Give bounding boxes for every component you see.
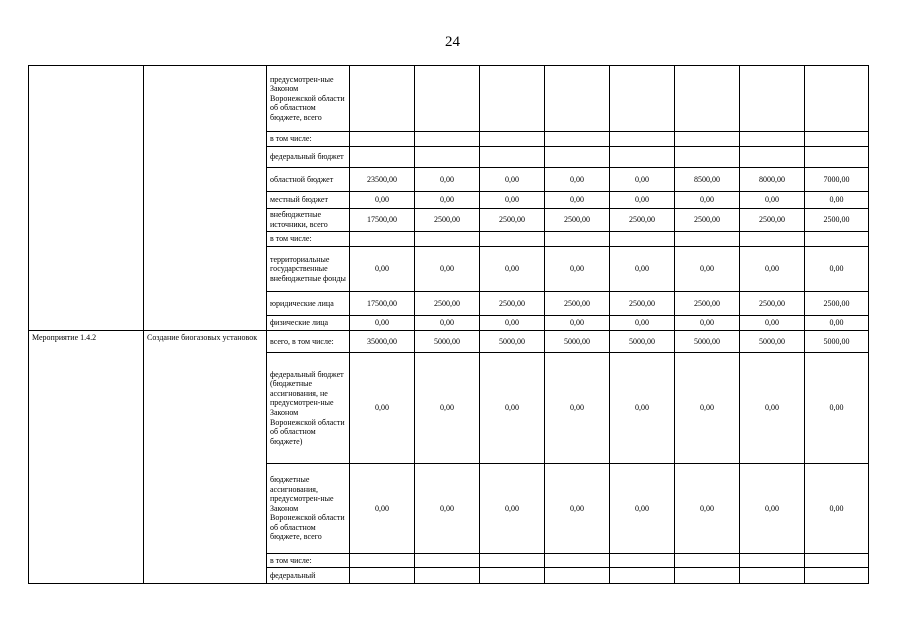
amount-cell: 2500,00: [610, 209, 675, 232]
amount-cell: 0,00: [415, 316, 480, 331]
amount-cell: [675, 568, 740, 584]
funding-source-cell: юридические лица: [267, 292, 350, 316]
amount-cell: 2500,00: [740, 209, 805, 232]
amount-cell: 0,00: [480, 353, 545, 464]
amount-cell: [740, 554, 805, 568]
amount-cell: [740, 132, 805, 147]
activity-name-cell: [29, 66, 144, 331]
amount-cell: 5000,00: [675, 331, 740, 353]
amount-cell: 23500,00: [350, 168, 415, 192]
amount-cell: 0,00: [610, 192, 675, 209]
amount-cell: 0,00: [740, 464, 805, 554]
amount-cell: [480, 554, 545, 568]
amount-cell: 2500,00: [805, 292, 869, 316]
amount-cell: [350, 132, 415, 147]
page-number: 24: [445, 34, 460, 50]
amount-cell: 0,00: [545, 168, 610, 192]
amount-cell: 0,00: [740, 247, 805, 292]
funding-source-cell: территориальные государственные внебюджетные фонды: [267, 247, 350, 292]
amount-cell: [415, 232, 480, 247]
amount-cell: 0,00: [805, 247, 869, 292]
amount-cell: [350, 568, 415, 584]
amount-cell: 2500,00: [480, 292, 545, 316]
amount-cell: [610, 568, 675, 584]
amount-cell: [415, 132, 480, 147]
amount-cell: 2500,00: [610, 292, 675, 316]
amount-cell: 2500,00: [740, 292, 805, 316]
amount-cell: 0,00: [415, 353, 480, 464]
amount-cell: [480, 147, 545, 168]
amount-cell: 5000,00: [805, 331, 869, 353]
amount-cell: 2500,00: [545, 209, 610, 232]
amount-cell: 2500,00: [805, 209, 869, 232]
funding-source-cell: в том числе:: [267, 232, 350, 247]
funding-source-cell: местный бюджет: [267, 192, 350, 209]
amount-cell: 0,00: [415, 247, 480, 292]
amount-cell: 0,00: [805, 464, 869, 554]
amount-cell: 5000,00: [415, 331, 480, 353]
amount-cell: 0,00: [480, 316, 545, 331]
funding-source-cell: областной бюджет: [267, 168, 350, 192]
amount-cell: [805, 232, 869, 247]
amount-cell: [545, 132, 610, 147]
amount-cell: 17500,00: [350, 209, 415, 232]
amount-cell: 2500,00: [415, 292, 480, 316]
amount-cell: [415, 568, 480, 584]
amount-cell: [805, 554, 869, 568]
amount-cell: [545, 66, 610, 132]
amount-cell: [480, 232, 545, 247]
amount-cell: 0,00: [610, 168, 675, 192]
amount-cell: 0,00: [415, 464, 480, 554]
amount-cell: 7000,00: [805, 168, 869, 192]
amount-cell: [610, 147, 675, 168]
amount-cell: [415, 147, 480, 168]
amount-cell: [675, 132, 740, 147]
amount-cell: 2500,00: [480, 209, 545, 232]
amount-cell: 5000,00: [740, 331, 805, 353]
amount-cell: [545, 568, 610, 584]
amount-cell: 0,00: [545, 464, 610, 554]
amount-cell: 0,00: [415, 168, 480, 192]
amount-cell: [675, 232, 740, 247]
amount-cell: [480, 66, 545, 132]
funding-source-cell: в том числе:: [267, 554, 350, 568]
amount-cell: [350, 554, 415, 568]
amount-cell: 2500,00: [415, 209, 480, 232]
amount-cell: 0,00: [610, 464, 675, 554]
amount-cell: [740, 147, 805, 168]
amount-cell: [675, 147, 740, 168]
amount-cell: 2500,00: [675, 209, 740, 232]
amount-cell: 0,00: [350, 316, 415, 331]
table-row: [29, 331, 869, 353]
funding-source-cell: внебюджетные источники, всего: [267, 209, 350, 232]
amount-cell: 0,00: [805, 353, 869, 464]
amount-cell: 2500,00: [675, 292, 740, 316]
amount-cell: [545, 554, 610, 568]
amount-cell: [610, 132, 675, 147]
amount-cell: 0,00: [480, 192, 545, 209]
amount-cell: 0,00: [415, 192, 480, 209]
amount-cell: 8500,00: [675, 168, 740, 192]
amount-cell: [805, 147, 869, 168]
amount-cell: 8000,00: [740, 168, 805, 192]
amount-cell: [415, 554, 480, 568]
amount-cell: 0,00: [480, 168, 545, 192]
amount-cell: [675, 66, 740, 132]
amount-cell: 0,00: [675, 316, 740, 331]
amount-cell: [610, 232, 675, 247]
amount-cell: 0,00: [480, 464, 545, 554]
funding-source-cell: всего, в том числе:: [267, 331, 350, 353]
amount-cell: [740, 568, 805, 584]
amount-cell: 0,00: [805, 316, 869, 331]
amount-cell: 0,00: [610, 353, 675, 464]
amount-cell: [480, 568, 545, 584]
amount-cell: [610, 66, 675, 132]
amount-cell: [675, 554, 740, 568]
amount-cell: 0,00: [610, 316, 675, 331]
activity-title-cell: Создание биогазовых установок: [144, 331, 267, 584]
amount-cell: [480, 132, 545, 147]
amount-cell: 0,00: [350, 192, 415, 209]
amount-cell: 0,00: [480, 247, 545, 292]
amount-cell: 5000,00: [610, 331, 675, 353]
amount-cell: 5000,00: [480, 331, 545, 353]
activity-title-cell: [144, 66, 267, 331]
amount-cell: [415, 66, 480, 132]
amount-cell: [805, 132, 869, 147]
amount-cell: 35000,00: [350, 331, 415, 353]
amount-cell: [740, 232, 805, 247]
amount-cell: 0,00: [675, 353, 740, 464]
amount-cell: [545, 147, 610, 168]
amount-cell: [610, 554, 675, 568]
amount-cell: 0,00: [675, 464, 740, 554]
amount-cell: [805, 66, 869, 132]
amount-cell: [350, 147, 415, 168]
amount-cell: 0,00: [740, 353, 805, 464]
amount-cell: 0,00: [675, 247, 740, 292]
amount-cell: 0,00: [740, 316, 805, 331]
amount-cell: [350, 232, 415, 247]
amount-cell: 0,00: [545, 353, 610, 464]
activity-name-cell: Мероприятие 1.4.2: [29, 331, 144, 584]
funding-source-cell: предусмотрен-ные Законом Воронежской области об областном бюджете, всего: [267, 66, 350, 132]
budget-table: [28, 65, 869, 584]
amount-cell: 5000,00: [545, 331, 610, 353]
funding-source-cell: бюджетные ассигнования, предусмотрен-ные Законом Воронежской области об областном бюджете, всего: [267, 464, 350, 554]
amount-cell: 17500,00: [350, 292, 415, 316]
amount-cell: 0,00: [545, 247, 610, 292]
amount-cell: 2500,00: [545, 292, 610, 316]
amount-cell: 0,00: [740, 192, 805, 209]
amount-cell: 0,00: [675, 192, 740, 209]
amount-cell: 0,00: [805, 192, 869, 209]
amount-cell: [350, 66, 415, 132]
funding-source-cell: федеральный бюджет (бюджетные ассигнования, не предусмотрен-ные Законом Воронежской области об областном бюджете): [267, 353, 350, 464]
funding-source-cell: в том числе:: [267, 132, 350, 147]
funding-source-cell: федеральный бюджет: [267, 147, 350, 168]
amount-cell: [740, 66, 805, 132]
amount-cell: 0,00: [545, 192, 610, 209]
amount-cell: 0,00: [350, 247, 415, 292]
funding-source-cell: федеральный: [267, 568, 350, 584]
amount-cell: [805, 568, 869, 584]
amount-cell: 0,00: [610, 247, 675, 292]
funding-source-cell: физические лица: [267, 316, 350, 331]
table-row: [29, 66, 869, 132]
amount-cell: 0,00: [545, 316, 610, 331]
amount-cell: 0,00: [350, 464, 415, 554]
amount-cell: 0,00: [350, 353, 415, 464]
amount-cell: [545, 232, 610, 247]
